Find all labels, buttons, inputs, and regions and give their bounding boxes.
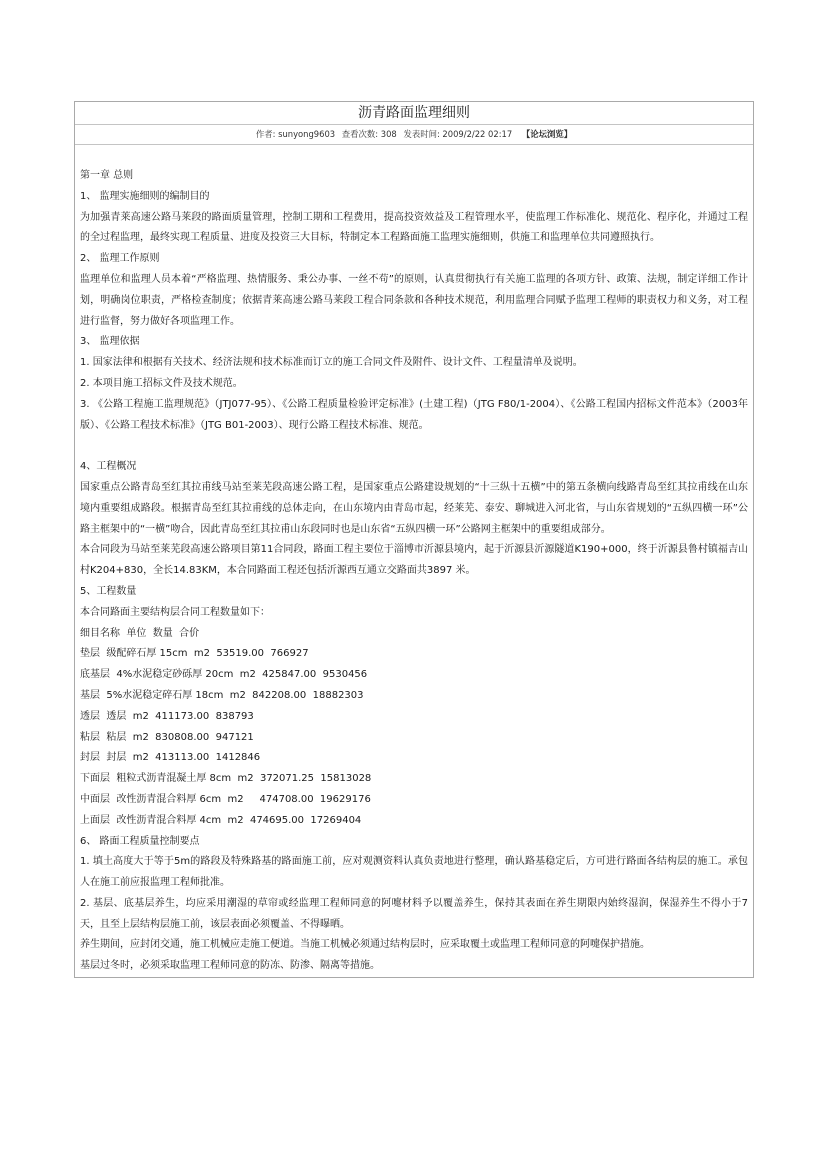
section-1-text: 为加强青莱高速公路马莱段的路面质量管理，控制工期和工程费用，提高投资效益及工程管理水平，使监理工作标准化、规范化、程序化，并通过工程的全过程监理，最终实现工程质量、进度及投资三大目标，特制定本工程路面施工监理实施细则，供施工和监理单位共同遵照执行。 [80,211,748,244]
quantity-row: 下面层 粗粒式沥青混凝土厚 8cm m2 372071.25 15813028 [80,773,372,785]
article-meta [75,125,753,145]
section-2-heading: 2、 监理工作原则 [80,253,160,265]
view-count: 查看次数: 308 [341,129,397,139]
chapter-heading: 第一章 总则 [80,170,134,181]
section-6-item: 养生期间，应封闭交通，施工机械应走施工便道。当施工机械必须通过结构层时，应采取覆土或监理工程师同意的阿嚏保护措施。 [80,939,650,951]
section-3-item: 3. 《公路工程施工监理规范》（JTJ077-95）、《公路工程质量检验评定标准》(土建工程)（JTG F80/1-2004）、《公路工程国内招标文件范本》（2003年版）、《公路工程技术标准》（JTG B01-2003）、现行公路工程技术标准、规范。 [80,398,748,431]
article-title: 沥青路面监理细则 [75,102,753,125]
section-4-text: 国家重点公路青岛至红其拉甫线马站至莱芜段高速公路工程，是国家重点公路建设规划的“十三纵十五横”中的第五条横向线路青岛至红其拉甫线在山东境内重要组成路段。根据青岛至红其拉甫线的总体走向，在山东境内由青岛市起，经莱芜、泰安、聊城进入河北省，与山东省规划的“五纵四横一环”公路主框架中的“一横”吻合，因此青岛至红其拉甫山东段同时也是山东省“五纵四横一环”公路网主框架中的重要组成部分。 [80,481,748,535]
author-info: 作者: sunyong9603 [255,129,336,139]
section-4-text: 本合同段为马站至莱芜段高速公路项目第11合同段，路面工程主要位于淄博市沂源县境内，起于沂源县沂源隧道K190+000，终于沂源县鲁村镇福吉山村K204+830，全长14.83KM，本合同路面工程还包括沂源西互通立交路面共3897 米。 [80,544,748,577]
blank-line [80,436,748,457]
section-6-item: 2. 基层、底基层养生，均应采用潮湿的草帘或经监理工程师同意的阿嚏材料予以覆盖养生，保持其表面在养生期限内始终湿润，保湿养生不得小于7天，且至上层结构层施工前，该层表面必须覆盖、不得曝晒。 [80,897,748,930]
quantity-row: 粘层 粘层 m2 830808.00 947121 [80,731,254,743]
section-6-item: 1. 填土高度大于等于5m的路段及特殊路基的路面施工前，应对观测资料认真负责地进行整理，确认路基稳定后，方可进行路面各结构层的施工。承包人在施工前应报监理工程师批准。 [80,856,748,889]
section-2-text: 监理单位和监理人员本着“严格监理、热情服务、秉公办事、一丝不苟”的原则，认真贯彻执行有关施工监理的各项方针、政策、法规，制定详细工作计划，明确岗位职责，严格检查制度；依据青莱高速公路马莱段工程合同条款和各种技术规范，利用监理合同赋予监理工程师的职责权力和义务，对工程进行监督，努力做好各项监理工作。 [80,273,748,327]
forum-browse-link[interactable]: 【论坛浏览】 [521,129,573,139]
article-body [75,145,753,977]
section-6-heading: 6、 路面工程质量控制要点 [80,835,200,847]
quantity-row: 上面层 改性沥青混合料厚 4cm m2 474695.00 17269404 [80,814,362,826]
quantity-row: 底基层 4%水泥稳定砂砾厚 20cm m2 425847.00 9530456 [80,669,368,681]
section-5-intro: 本合同路面主要结构层合同工程数量如下： [80,606,270,618]
post-time: 发表时间: 2009/2/22 02:17 [403,129,513,139]
article-frame [74,101,754,978]
quantity-header: 细目名称 单位 数量 合价 [80,627,200,639]
section-3-heading: 3、 监理依据 [80,336,140,348]
quantity-row: 透层 透层 m2 411173.00 838793 [80,710,254,722]
quantity-row: 垫层 级配碎石厚 15cm m2 53519.00 766927 [80,648,309,660]
quantity-row: 基层 5%水泥稳定碎石厚 18cm m2 842208.00 18882303 [80,689,364,701]
section-3-item: 2. 本项目施工招标文件及技术规范。 [80,377,243,389]
section-3-item: 1. 国家法律和根据有关技术、经济法规和技术标准而订立的施工合同文件及附件、设计文件、工程量清单及说明。 [80,357,583,369]
section-5-heading: 5、工程数量 [80,585,137,597]
quantity-row: 中面层 改性沥青混合料厚 6cm m2 474708.00 19629176 [80,793,371,805]
quantity-row: 封层 封层 m2 413113.00 1412846 [80,752,261,764]
section-1-heading: 1、 监理实施细则的编制目的 [80,190,210,202]
section-6-item: 基层过冬时，必须采取监理工程师同意的防冻、防渗、隔离等措施。 [80,960,380,972]
section-4-heading: 4、工程概况 [80,461,137,473]
